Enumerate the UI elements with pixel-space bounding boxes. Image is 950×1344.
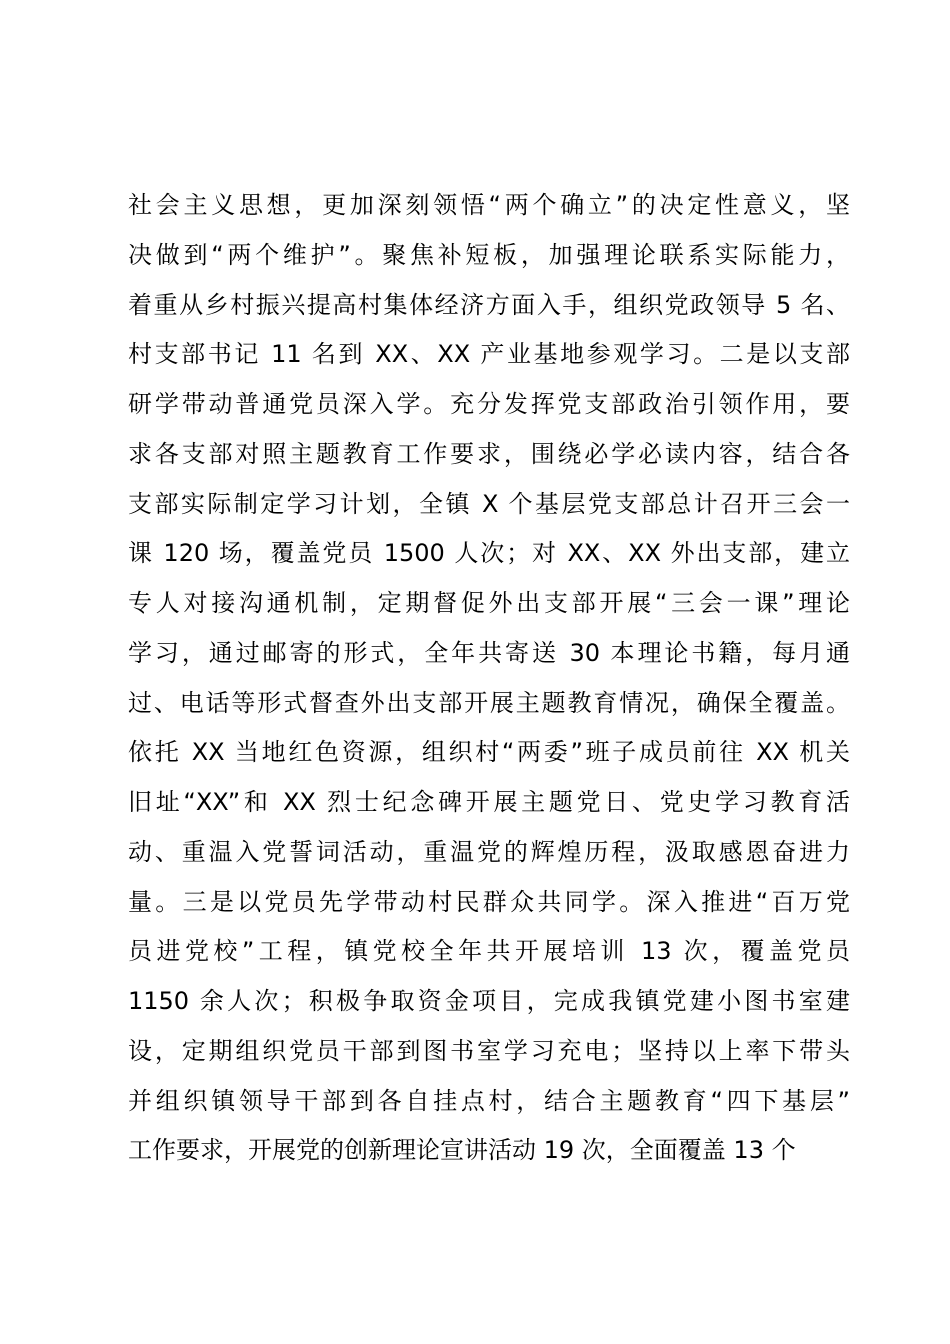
text-line: 决做到“两个维护”。聚焦补短板，加强理论联系实际能力， (128, 240, 850, 269)
text-line: 旧址“XX”和 XX 烈士纪念碑开展主题党日、党史学习教育活 (128, 788, 850, 816)
text-line: 求各支部对照主题教育工作要求，围绕必学必读内容，结合各 (128, 439, 850, 468)
text-line: 课 120 场，覆盖党员 1500 人次；对 XX、XX 外出支部，建立 (128, 539, 850, 568)
text-line: 动、重温入党誓词活动，重温党的辉煌历程，汲取感恩奋进力 (128, 837, 850, 866)
text-line: 设，定期组织党员干部到图书室学习充电；坚持以上率下带头 (128, 1036, 850, 1065)
text-line: 研学带动普通党员深入学。充分发挥党支部政治引领作用，要 (128, 390, 850, 418)
text-line: 学习，通过邮寄的形式，全年共寄送 30 本理论书籍，每月通 (128, 638, 850, 667)
text-line: 支部实际制定学习计划，全镇 X 个基层党支部总计召开三会一 (128, 489, 850, 518)
text-line: 过、电话等形式督查外出支部开展主题教育情况，确保全覆盖。 (128, 688, 850, 717)
text-line: 工作要求，开展党的创新理论宣讲活动 19 次，全面覆盖 13 个 (128, 1136, 796, 1165)
text-line: 专人对接沟通机制，定期督促外出支部开展“三会一课”理论 (128, 589, 850, 617)
text-line: 社会主义思想，更加深刻领悟“两个确立”的决定性意义，坚 (128, 191, 850, 219)
text-line: 1150 余人次；积极争取资金项目，完成我镇党建小图书室建 (128, 987, 850, 1015)
text-line: 并组织镇领导干部到各自挂点村，结合主题教育“四下基层” (128, 1086, 850, 1115)
text-line: 量。三是以党员先学带动村民群众共同学。深入推进“百万党 (128, 887, 850, 916)
text-line: 着重从乡村振兴提高村集体经济方面入手，组织党政领导 5 名、 (128, 290, 850, 319)
text-line: 村支部书记 11 名到 XX、XX 产业基地参观学习。二是以支部 (128, 340, 850, 369)
body-text (128, 181, 850, 1176)
text-line: 员进党校”工程，镇党校全年共开展培训 13 次，覆盖党员 (128, 937, 850, 966)
text-line: 依托 XX 当地红色资源，组织村“两委”班子成员前往 XX 机关 (128, 738, 850, 767)
